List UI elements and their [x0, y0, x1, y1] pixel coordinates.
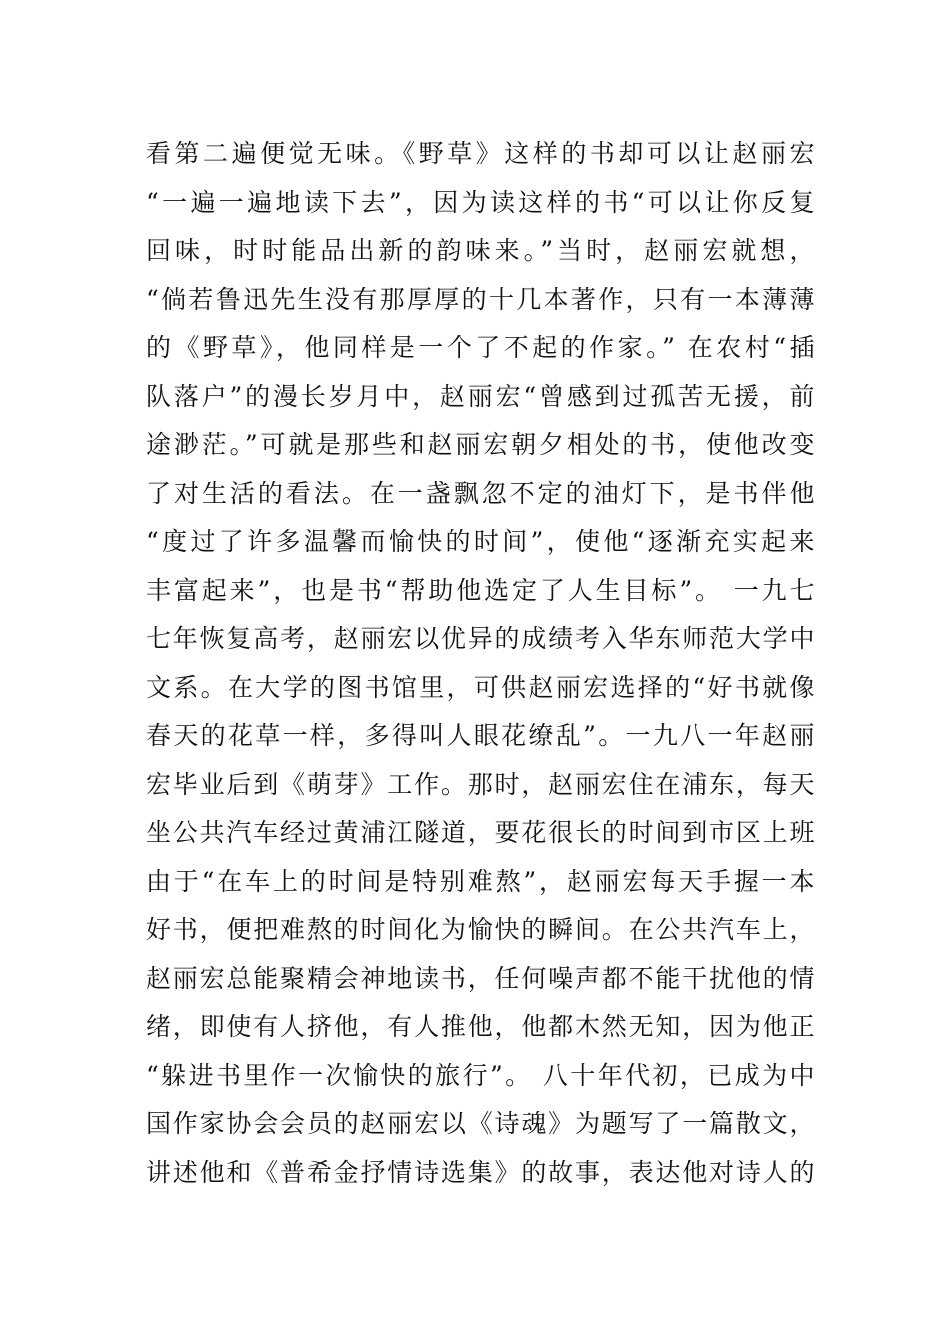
text-line-13: 春天的花草一样，多得叫人眼花缭乱”。一九八一年赵丽 — [146, 721, 816, 750]
text-line-12: 文系。在大学的图书馆里，可供赵丽宏选择的“好书就像 — [146, 672, 816, 702]
text-line-18: 赵丽宏总能聚精会神地读书，任何噪声都不能干扰他的情 — [146, 963, 816, 993]
text-line-9: “度过了许多温馨而愉快的时间”，使他“逐渐充实起来 — [146, 527, 816, 556]
text-line-2: “一遍一遍地读下去”，因为读这样的书“可以让你反复 — [146, 187, 816, 217]
text-line-19: 绪，即使有人挤他，有人推他，他都木然无知，因为他正 — [146, 1012, 816, 1041]
text-line-16: 由于“在车上的时间是特别难熬”，赵丽宏每天手握一本 — [146, 866, 816, 896]
text-line-7: 途渺茫。”可就是那些和赵丽宏朝夕相处的书，使他改变 — [146, 430, 816, 459]
text-line-21: 国作家协会会员的赵丽宏以《诗魂》为题写了一篇散文， — [146, 1109, 816, 1138]
text-line-22: 讲述他和《普希金抒情诗选集》的故事，表达他对诗人的 — [146, 1157, 816, 1187]
text-line-14: 宏毕业后到《萌芽》工作。那时，赵丽宏住在浦东，每天 — [146, 769, 816, 799]
text-line-20: “躲进书里作一次愉快的旅行”。 八十年代初，已成为中 — [146, 1060, 816, 1090]
text-line-15: 坐公共汽车经过黄浦江隧道，要花很长的时间到市区上班 — [146, 818, 816, 847]
text-line-1: 看第二遍便觉无味。《野草》这样的书却可以让赵丽宏 — [146, 139, 816, 168]
text-line-4: “倘若鲁迅先生没有那厚厚的十几本著作，只有一本薄薄 — [146, 284, 816, 314]
body-text — [146, 130, 816, 1197]
text-line-5: 的《野草》，他同样是一个了不起的作家。” 在农村“插 — [146, 333, 816, 362]
text-line-17: 好书，便把难熬的时间化为愉快的瞬间。在公共汽车上， — [146, 915, 816, 944]
text-line-11: 七年恢复高考，赵丽宏以优异的成绩考入华东师范大学中 — [146, 624, 816, 653]
text-line-6: 队落户”的漫长岁月中，赵丽宏“曾感到过孤苦无援，前 — [146, 381, 816, 411]
text-line-3: 回味，时时能品出新的韵味来。”当时，赵丽宏就想， — [146, 236, 816, 265]
text-line-8: 了对生活的看法。在一盏飘忽不定的油灯下，是书伴他 — [146, 478, 816, 508]
text-line-10: 丰富起来”，也是书“帮助他选定了人生目标”。 一九七 — [146, 575, 816, 605]
